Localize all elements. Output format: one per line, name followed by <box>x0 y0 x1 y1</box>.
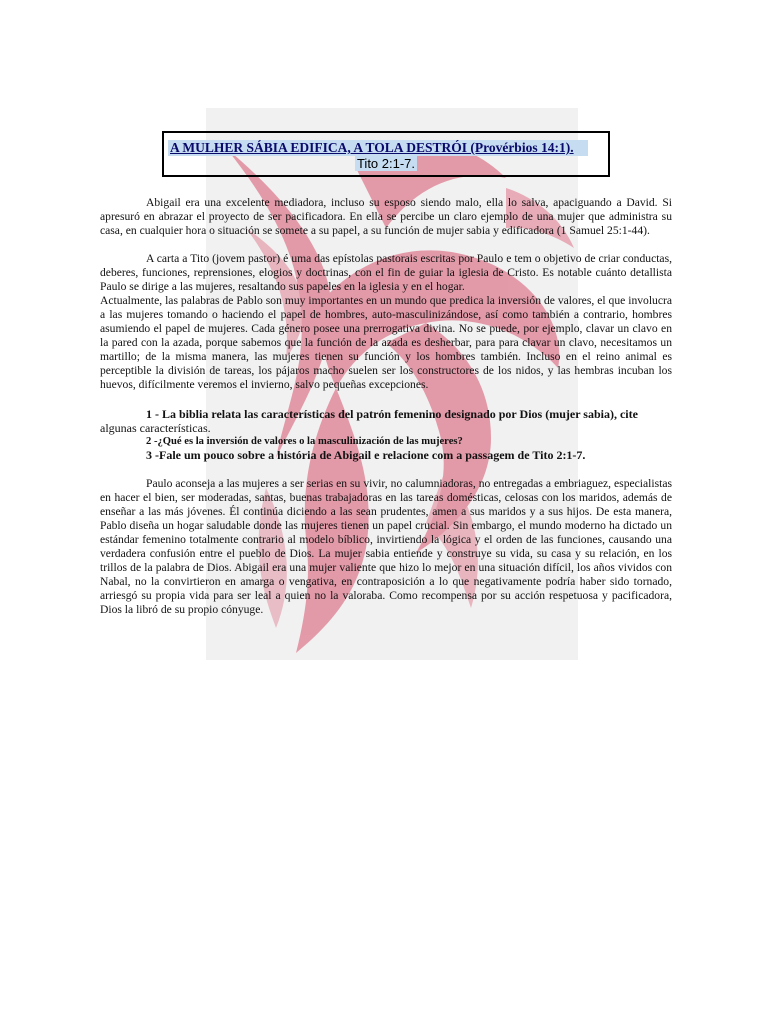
document-subtitle-text: Tito 2:1-7. <box>356 156 416 171</box>
paragraph-closing: Paulo aconseja a las mujeres a ser serias en su vivir, no calumniadoras, no entregadas a embriaguez, especialistas en hacer el bien, ser moderadas, santas, buenas trabajadoras en las tareas domésticas, celosas con los maridos, además de enseñar a las más jóvenes. Él continúa diciendo a las sean prudentes, amen a sus maridos y a sus hijos. De esta manera, Pablo diseña un hogar saludable donde las mujeres tienen un papel crucial. Sin embargo, el mundo moderno ha dictado un estándar femenino totalmente contrario al modelo bíblico, invirtiendo la lógica y el orden de las funciones, causando una verdadera confusión entre el pueblo de Dios. La mujer sabia entiende y construye su vida, su casa y su relación, en los trillos de la palabra de Dios. Abigail era una mujer valiente que hizo lo mejor en una situación difícil, los años vividos con Nabal, no la convirtieron en amarga o vengativa, en contraposición a lo que negativamente podría haber sido tornado, arriesgó su propia vida para ser leal a quien no la valoraba. Como recompensa por su acción respetuosa y pacificadora, Dios la libró de su propio cónyuge. <box>100 477 672 616</box>
question-1-rest: algunas características. <box>100 421 211 435</box>
question-1 <box>100 407 672 435</box>
document-title: A MULHER SÁBIA EDIFICA, A TOLA DESTRÓI (Provérbios 14:1). <box>168 140 588 156</box>
question-3: 3 -Fale um pouco sobre a história de Abigail e relacione com a passagem de Tito 2:1-7. <box>146 448 586 462</box>
paragraph-actualmente: Actualmente, las palabras de Pablo son muy importantes en un mundo que predica la inversión de valores, el que involucra a las mujeres tomando o haciendo el papel de hombres, auto-masculinizándose, así como también a contrario, hombres asumiendo el papel de mujeres. Cada género posee una prerrogativa divina. No se puede, por ejemplo, clavar un clavo en la pared con la azada, porque sabemos que la función de la azada es desherbar, para para clavar un clavo, necesitamos un martillo; de la misma manera, las mujeres tienen su función y los hombres también. Incluso en el reino animal es perceptible la división de tareas, los pájaros macho suelen ser los constructores de los nidos, y las hembras incuban los huevos, difícilmente veremos el invierno, salvo pequeñas excepciones. <box>100 294 672 391</box>
document-subtitle <box>164 156 608 171</box>
paragraph-abigail: Abigail era una excelente mediadora, incluso su esposo siendo malo, ella lo salva, apaciguando a David. Si apresuró en abrazar el proyecto de ser pacificadora. En ella se percibe un claro ejemplo de una mujer que administra su casa, en cualquier hora o situación se somete a su papel, a su función de mujer sabia y edificadora (1 Samuel 25:1-44). <box>100 196 672 237</box>
title-box <box>162 131 610 177</box>
question-1-bold: 1 - La biblia relata las características del patrón femenino designado por Dios (mujer sabia), cite <box>146 407 638 421</box>
question-2: 2 -¿Qué es la inversión de valores o la masculinización de las mujeres? <box>146 436 463 447</box>
paragraph-tito: A carta a Tito (jovem pastor) é uma das epístolas pastorais escritas por Paulo e tem o objetivo de criar conductas, deberes, funciones, reprensiones, elogios y doctrinas, con el fin de guiar la iglesia de Cristo. Es notable cuánto detallista Paulo se dirige a las mujeres, resaltando sus papeles en la iglesia y en el hogar. <box>100 252 672 293</box>
